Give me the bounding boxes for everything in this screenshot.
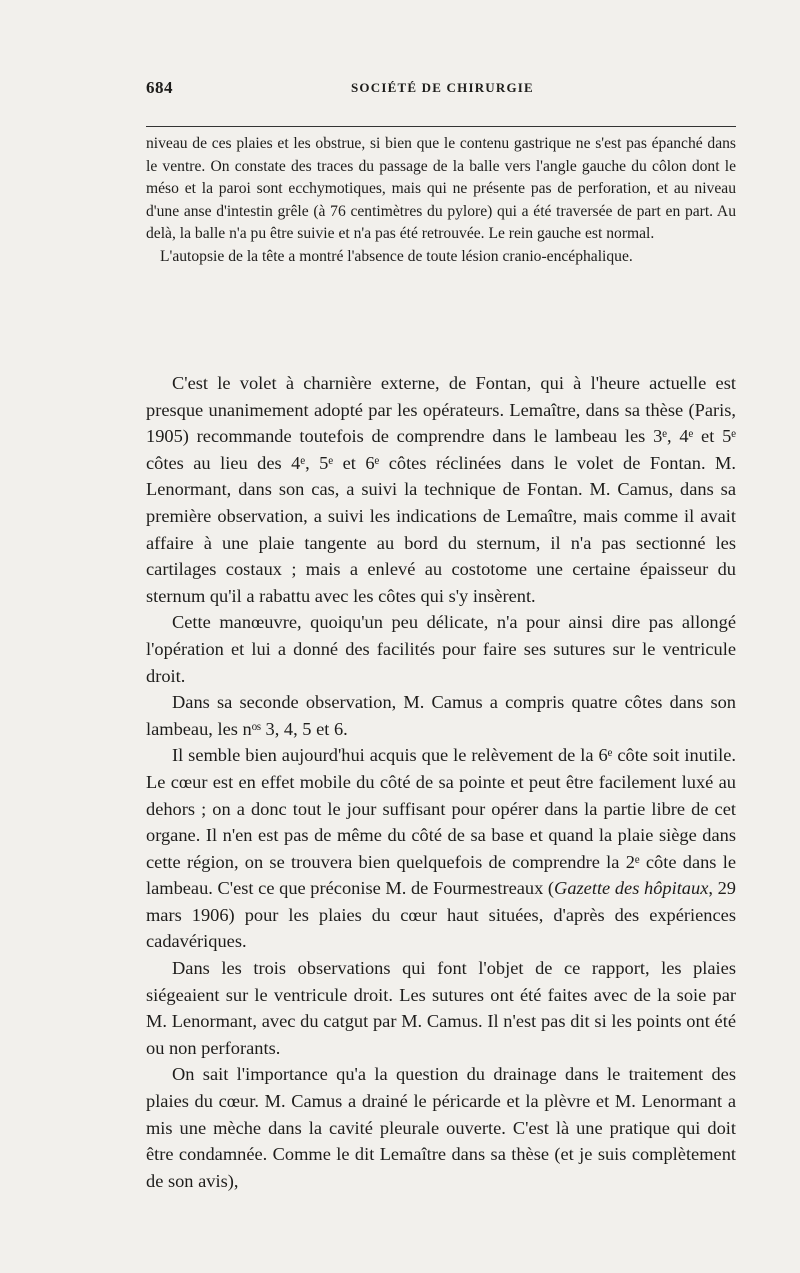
running-title: SOCIÉTÉ DE CHIRURGIE: [351, 80, 534, 95]
body-text-segment: Il semble bien aujourd'hui acquis que le relèvement de la 6ᵉ côte soit inutile. Le cœur est en effet mobile du côté de sa pointe et peut être facilement luxé au dehors ; on a donc tout le jour suffisant pour opérer dans la partie libre de cet organe. Il n'en est pas de même du côté de sa base et quand la plaie siège dans cette région, on se trouvera bien quelquefois de comprendre la 2ᵉ côte dans le lambeau. C'est ce que préconise M. de Fourmestreaux (: [146, 745, 736, 899]
header-rule: [146, 126, 736, 127]
page-header: [146, 78, 736, 100]
body-paragraph: Dans sa seconde observation, M. Camus a compris quatre côtes dans son lambeau, les nᵒˢ 3, 4, 5 et 6.: [146, 692, 736, 739]
small-print-note: [146, 133, 736, 269]
body-paragraph: C'est le volet à charnière externe, de Fontan, qui à l'heure actuelle est presque unanimement adopté par les opérateurs. Lemaître, dans sa thèse (Paris, 1905) recommande toutefois de comprendre dans le lambeau les 3ᵉ, 4ᵉ et 5ᵉ côtes au lieu des 4ᵉ, 5ᵉ et 6ᵉ côtes réclinées dans le volet de Fontan. M. Lenormant, dans son cas, a suivi la technique de Fontan. M. Camus, dans sa première observation, a suivi les indications de Lemaître, mais comme il avait affaire à une plaie tangente au bord du sternum, il n'a pas sectionné les cartilages costaux ; mais a enlevé au costotome une certaine épaisseur du sternum qu'il a rabattu avec les côtes qui s'y insèrent.: [146, 373, 736, 606]
body-paragraph: On sait l'importance qu'a la question du drainage dans le traitement des plaies du cœur. M. Camus a drainé le péricarde et la plèvre et M. Lenormant a mis une mèche dans la cavité pleurale ouverte. C'est là une pratique qui doit être condamnée. Comme le dit Lemaître dans sa thèse (et je suis complètement de son avis),: [146, 1064, 736, 1191]
body-paragraph: [146, 742, 736, 955]
page-number: 684: [146, 78, 173, 97]
note-paragraph: L'autopsie de la tête a montré l'absence de toute lésion cranio-encéphalique.: [160, 247, 633, 265]
main-text: [146, 370, 736, 1194]
body-paragraph: Cette manœuvre, quoiqu'un peu délicate, n'a pour ainsi dire pas allongé l'opération et lui a donné des facilités pour faire ses sutures sur le ventricule droit.: [146, 612, 736, 686]
body-paragraph: Dans les trois observations qui font l'objet de ce rapport, les plaies siégeaient sur le ventricule droit. Les sutures ont été faites avec de la soie par M. Lenormant, avec du catgut par M. Camus. Il n'est pas dit si les points ont été ou non perforants.: [146, 958, 736, 1058]
body-text-segment: , 29 mars 1906) pour les plaies du cœur haut situées, d'après des expériences cadavériques.: [146, 878, 736, 952]
journal-title: Gazette des hôpitaux: [554, 878, 709, 899]
note-paragraph: niveau de ces plaies et les obstrue, si bien que le contenu gastrique ne s'est pas épanché dans le ventre. On constate des traces du passage de la balle vers l'angle gauche du côlon dont le méso et la paroi sont ecchymotiques, mais qui ne présente pas de perforation, et au niveau d'une anse d'intestin grêle (à 76 centimètres du pylore) qui a été traversée de part en part. Au delà, la balle n'a pu être suivie et n'a pas été retrouvée. Le rein gauche est normal.: [146, 135, 736, 243]
